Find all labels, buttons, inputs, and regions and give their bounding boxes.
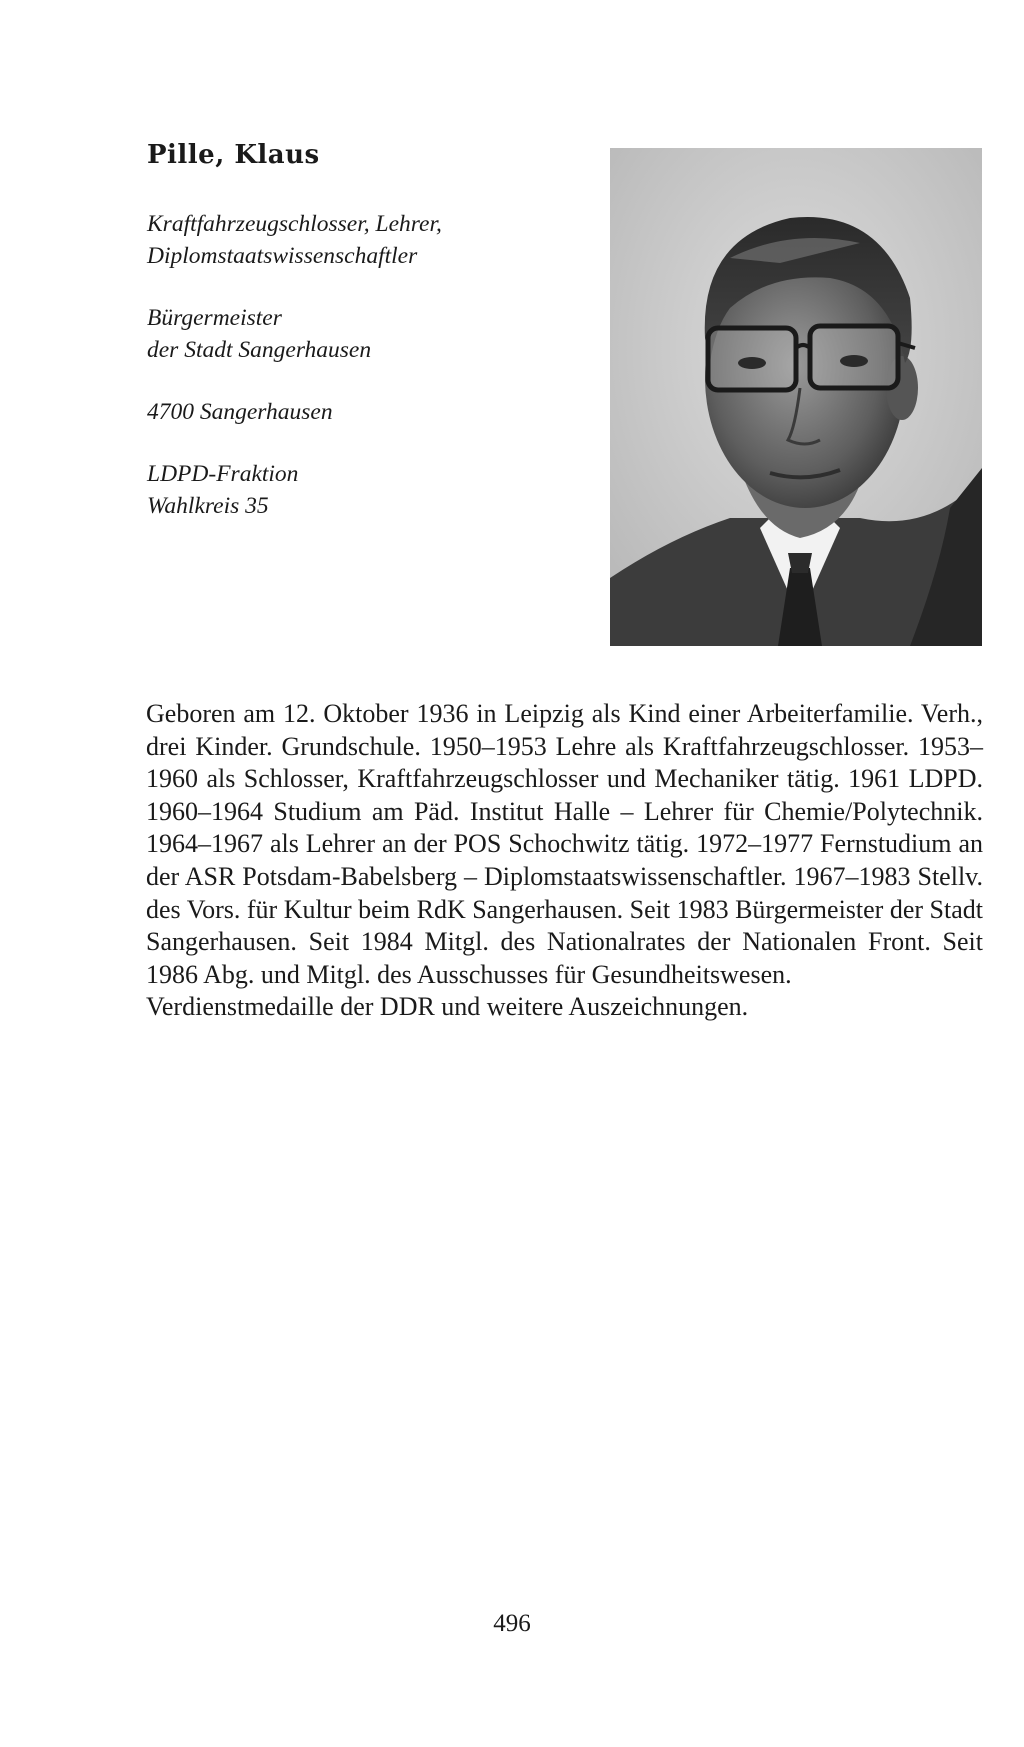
biography [146,698,983,1024]
profession-line-1: Kraftfahrzeugschlosser, Lehrer, [147,211,442,237]
profession-line-2: Diplomstaatswissenschaftler [147,243,418,269]
office [147,302,587,366]
portrait-photo [610,148,982,646]
profession [147,208,587,272]
faction-line-1: LDPD-Fraktion [147,461,299,487]
portrait-illustration [610,148,982,646]
awards-text: Verdienstmedaille der DDR und weitere Auszeichnungen. [146,992,749,1022]
city-line: 4700 Sangerhausen [147,399,333,425]
faction [147,458,587,522]
city [147,396,587,428]
page-number: 496 [493,1610,531,1637]
person-name: Pille, Klaus [147,140,320,170]
biography-text: Geboren am 12. Oktober 1936 in Leipzig als Kind einer Arbeiterfamilie. Verh., drei Kinder. Grundschule. 1950–1953 Lehre als Kraftfahrzeugschlosser. 1953–1960 als Schlosser, Kraftfahrzeugschlosser und Mechaniker tätig. 1961 LDPD. 1960–1964 Studium am Päd. Institut Halle – Lehrer für Chemie/Polytechnik. 1964–1967 als Lehrer an der POS Schochwitz tätig. 1972–1977 Fernstudium an der ASR Potsdam-Babelsberg – Diplomstaatswissenschaftler. 1967–1983 Stellv. des Vors. für Kultur beim RdK Sangerhausen. Seit 1983 Bürgermeister der Stadt Sangerhausen. Seit 1984 Mitgl. des Nationalrates der Nationalen Front. Seit 1986 Abg. und Mitgl. des Ausschusses für Gesundheitswesen. [146,699,983,989]
office-line-2: der Stadt Sangerhausen [147,337,372,363]
faction-line-2: Wahlkreis 35 [147,493,269,519]
office-line-1: Bürgermeister [147,305,282,331]
